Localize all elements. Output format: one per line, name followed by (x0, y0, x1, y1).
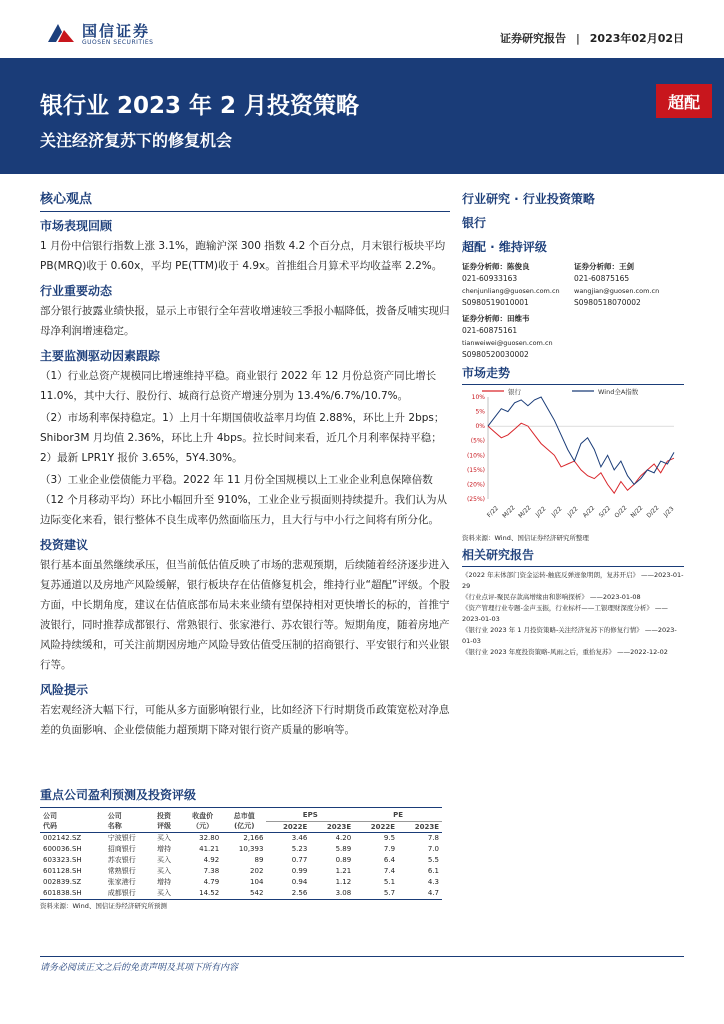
report-meta: 证券研究报告 | 2023年02月02日 (500, 32, 684, 45)
table-source: 资料来源：Wind、国信证券经济研究所预测 (40, 899, 442, 911)
table-cell: 6.4 (383, 855, 396, 864)
th: 评级 (157, 822, 172, 831)
paragraph: 部分银行披露业绩快报，显示上市银行全年营收增速较三季报小幅降低，拨备反哺实现归母净利润增速稳定。 (40, 305, 450, 337)
table-cell: 600036.SH (43, 844, 82, 853)
table-cell: 买入 (157, 855, 172, 864)
related-item[interactable]: 《银行业 2023 年度投资策略-风雨之后，重拾复苏》 ——2022-12-02 (462, 648, 668, 656)
table-cell: 7.9 (383, 844, 396, 853)
paragraph: （3）工业企业偿债能力平稳。2022 年 11 月份全国规模以上工业企业利息保障倍数（12 个月移动平均）环比小幅回升至 910%，工业企业亏损面则持续提升。我们认为从边际变化来看，银行整体不良生成率仍然面临压力，且大行与中小行之间将有所分化。 (40, 474, 448, 526)
table-cell: 9.5 (383, 833, 396, 842)
y-tick-label: 5% (475, 408, 485, 416)
paragraph: 1 月份中信银行指数上涨 3.1%，跑输沪深 300 指数 4.2 个百分点，月末银行板块平均 PB(MRQ)收于 0.60x，平均 PE(TTM)收于 4.9x。首推组合月算术平均收益率 2.2%。 (40, 240, 446, 272)
table-cell: 买入 (157, 888, 172, 897)
table-row (40, 876, 442, 887)
report-subtitle: 关注经济复苏下的修复机会 (40, 131, 233, 150)
related-item[interactable]: 《2022 年末体部门资金运转-触底反弹迹象明朗，复苏开启》 ——2023-01-29 (462, 571, 684, 590)
x-tick-label: D/22 (645, 504, 661, 520)
industry: 银行 (462, 216, 487, 230)
x-tick-label: S/22 (597, 504, 613, 520)
th-company: 公司 (43, 811, 57, 820)
report-type: 证券研究报告 (500, 32, 567, 45)
table-cell: 10,393 (238, 844, 264, 853)
table-cell: 7.8 (427, 833, 439, 842)
forecast-section (40, 786, 442, 911)
table-cell: 002839.SZ (43, 877, 82, 886)
table-cell: 宁波银行 (107, 833, 136, 842)
report-title: 银行业 2023 年 2 月投资策略 (40, 93, 360, 119)
table-cell: 603323.SH (43, 855, 82, 864)
th: 2023E (414, 822, 439, 831)
market-section (462, 364, 684, 543)
y-tick-label: (10%) (466, 452, 485, 460)
paragraph: 若宏观经济大幅下行，可能从多方面影响银行业，比如经济下行时期货币政策宽松对净息差的负面影响、企业偿债能力超预期下降对银行资产质量的影响等。 (40, 704, 450, 736)
x-tick-label: J/22 (550, 505, 564, 519)
chart-source: 资料来源：Wind、国信证券经济研究所整理 (462, 534, 589, 542)
rating-line: 超配 · 维持评级 (462, 240, 547, 254)
table-row (40, 843, 442, 854)
th-eps: EPS (266, 810, 354, 821)
table-row (40, 865, 442, 876)
table-cell: 601128.SH (43, 866, 82, 875)
table-cell: 招商银行 (107, 844, 136, 853)
footer-divider (40, 956, 684, 957)
analyst-card: 证券分析师：田维韦 021-60875161 tianweiwei@guosen.com.cn S0980520030002 (462, 314, 553, 359)
core-view-heading: 核心观点 (40, 192, 93, 207)
forecast-table-body (40, 832, 442, 898)
report-date: 2023年02月02日 (589, 32, 684, 45)
th-price: 收盘价 (192, 811, 214, 820)
company-name-en: GUOSEN SECURITIES (82, 39, 154, 46)
table-cell: 14.52 (199, 888, 220, 897)
table-cell: 张家港行 (107, 877, 136, 886)
table-cell: 0.77 (291, 855, 308, 864)
table-cell: 002142.SZ (43, 833, 82, 842)
paragraph: （1）行业总资产规模同比增速维持平稳。商业银行 2022 年 12 月份总资产同比增长 11.0%，其中大行、股份行、城商行总资产增速分别为 13.4%/6.7%/10.7%。 (40, 370, 437, 402)
table-cell: 89 (254, 855, 264, 864)
th-pe: PE (354, 810, 442, 821)
th: 代码 (43, 822, 57, 831)
table-row (40, 854, 442, 865)
section-heading: 市场表现回顾 (40, 219, 113, 233)
table-cell: 542 (250, 888, 264, 897)
th: （元） (192, 822, 214, 831)
th: 2023E (326, 822, 352, 831)
th: 2022E (283, 822, 308, 831)
series-line-wind-a (488, 397, 674, 484)
table-cell: 7.0 (427, 844, 439, 853)
table-cell: 苏农银行 (107, 855, 136, 864)
table-cell: 4.92 (203, 855, 220, 864)
table-cell: 4.7 (427, 888, 439, 897)
footer-disclaimer: 请务必阅读正文之后的免责声明及其项下所有内容 (40, 963, 239, 973)
table-cell: 2,166 (243, 833, 264, 842)
section-heading: 风险提示 (40, 683, 89, 697)
rating-badge: 超配 (656, 84, 712, 118)
table-cell: 7.4 (383, 866, 396, 875)
table-cell: 增持 (157, 844, 172, 853)
th-rating: 投资 (157, 811, 172, 820)
table-cell: 常熟银行 (107, 866, 136, 875)
analyst-card: 证券分析师：陈俊良 021-60933163 chenjunliang@guosen.com.cn S0980519010001 (462, 262, 560, 307)
related-heading: 相关研究报告 (462, 548, 535, 562)
section-heading: 投资建议 (40, 538, 89, 552)
y-tick-label: (25%) (466, 496, 485, 503)
company-name-cn: 国信证券 (82, 22, 151, 40)
table-cell: 4.3 (427, 877, 439, 886)
x-tick-label: A/22 (581, 504, 597, 520)
table-cell: 5.5 (427, 855, 439, 864)
table-cell: 1.12 (335, 877, 352, 886)
th-mktcap: 总市值 (233, 811, 255, 820)
table-cell: 0.99 (291, 866, 308, 875)
x-tick-label: J/22 (566, 505, 580, 519)
table-cell: 3.46 (291, 833, 308, 842)
analyst-block (462, 261, 684, 371)
y-tick-label: (5%) (470, 437, 485, 445)
guosen-logo-icon (46, 20, 76, 46)
related-item[interactable]: 《资产管理行业专题-金声玉振，行业标杆——工银理财深度分析》 ——2023-01-03 (462, 604, 668, 623)
table-row (40, 887, 442, 898)
x-tick-label: M/22 (501, 504, 517, 520)
x-tick-label: O/22 (613, 504, 629, 520)
table-cell: 5.23 (291, 844, 308, 853)
y-tick-label: (20%) (466, 481, 485, 489)
series-line-bank (488, 423, 674, 493)
category: 行业研究 · 行业投资策略 (462, 192, 595, 206)
legend-label: Wind全A指数 (598, 388, 639, 396)
table-cell: 买入 (157, 866, 172, 875)
table-cell: 5.7 (383, 888, 396, 897)
y-tick-label: (15%) (466, 466, 485, 474)
th-company: 公司 (107, 811, 122, 820)
table-row (40, 832, 442, 843)
related-item[interactable]: 《银行业 2023 年 1 月投资策略-关注经济复苏下的修复行情》 ——2023-01-03 (462, 626, 677, 645)
x-tick-label: F/22 (485, 504, 501, 520)
forecast-heading: 重点公司盈利预测及投资评级 (40, 788, 197, 802)
paragraph: （2）市场利率保持稳定。1）上月十年期国债收益率月均值 2.88%，环比上升 2bps；Shibor3M 月均值 2.36%，环比上升 4bps。拉长时间来看，近几个月利率保持平稳；2）最新 LPR1Y 报价 3.65%，5Y4.30%。 (40, 412, 445, 464)
analyst-card: 证券分析师：王剑 021-60875165 wangjian@guosen.com.cn S0980518070002 (574, 262, 660, 307)
table-cell: 3.08 (335, 888, 352, 897)
table-cell: 202 (250, 866, 264, 875)
table-cell: 2.56 (291, 888, 308, 897)
table-cell: 增持 (157, 877, 172, 886)
th: (亿元) (234, 822, 255, 831)
table-cell: 6.1 (427, 866, 439, 875)
y-tick-label: 0% (475, 423, 485, 431)
x-tick-label: J/23 (662, 505, 676, 519)
table-cell: 1.21 (335, 866, 352, 875)
related-item[interactable]: 《行业点评-聚民存款高增缘由和影响探析》 ——2023-01-08 (462, 593, 641, 601)
market-chart (462, 387, 684, 533)
table-cell: 5.1 (383, 877, 396, 886)
x-tick-label: N/22 (629, 504, 645, 520)
table-cell: 32.80 (199, 833, 220, 842)
market-heading: 市场走势 (462, 366, 511, 380)
x-tick-label: M/22 (517, 504, 533, 520)
table-cell: 104 (250, 877, 264, 886)
related-list (462, 570, 684, 658)
table-cell: 0.94 (291, 877, 308, 886)
th: 名称 (107, 822, 122, 831)
section-heading: 主要监测驱动因素跟踪 (40, 349, 161, 363)
section-heading: 行业重要动态 (40, 284, 113, 298)
table-cell: 0.89 (335, 855, 352, 864)
table-cell: 成都银行 (107, 888, 136, 897)
forecast-table (40, 810, 442, 898)
paragraph: 银行基本面虽然继续承压，但当前低估值反映了市场的悲观预期，后续随着经济逐步进入复苏通道以及房地产风险缓解，银行板块存在估值修复机会，维持行业“超配”评级。个股方面，中长期角度，建议在估值底部布局未来业绩有望保持相对更快增长的标的，首推宁波银行，同时推荐成都银行、常熟银行、张家港行、苏农银行等。短期角度，随着房地产风险持续缓和，可关注前期因房地产风险导致估值受压制的招商银行、平安银行和兴业银行等。 (40, 559, 450, 671)
table-cell: 4.20 (335, 833, 352, 842)
table-cell: 41.21 (199, 844, 220, 853)
y-tick-label: 10% (471, 394, 485, 401)
x-tick-label: J/22 (534, 505, 548, 519)
table-cell: 601838.SH (43, 888, 82, 897)
table-cell: 买入 (157, 833, 172, 842)
related-section (462, 546, 684, 658)
right-column (462, 190, 684, 371)
th: 2022E (370, 822, 396, 831)
legend-label: 银行 (508, 388, 521, 396)
table-cell: 5.89 (335, 844, 352, 853)
core-view (40, 188, 450, 740)
table-cell: 4.79 (203, 877, 220, 886)
table-cell: 7.38 (203, 866, 220, 875)
